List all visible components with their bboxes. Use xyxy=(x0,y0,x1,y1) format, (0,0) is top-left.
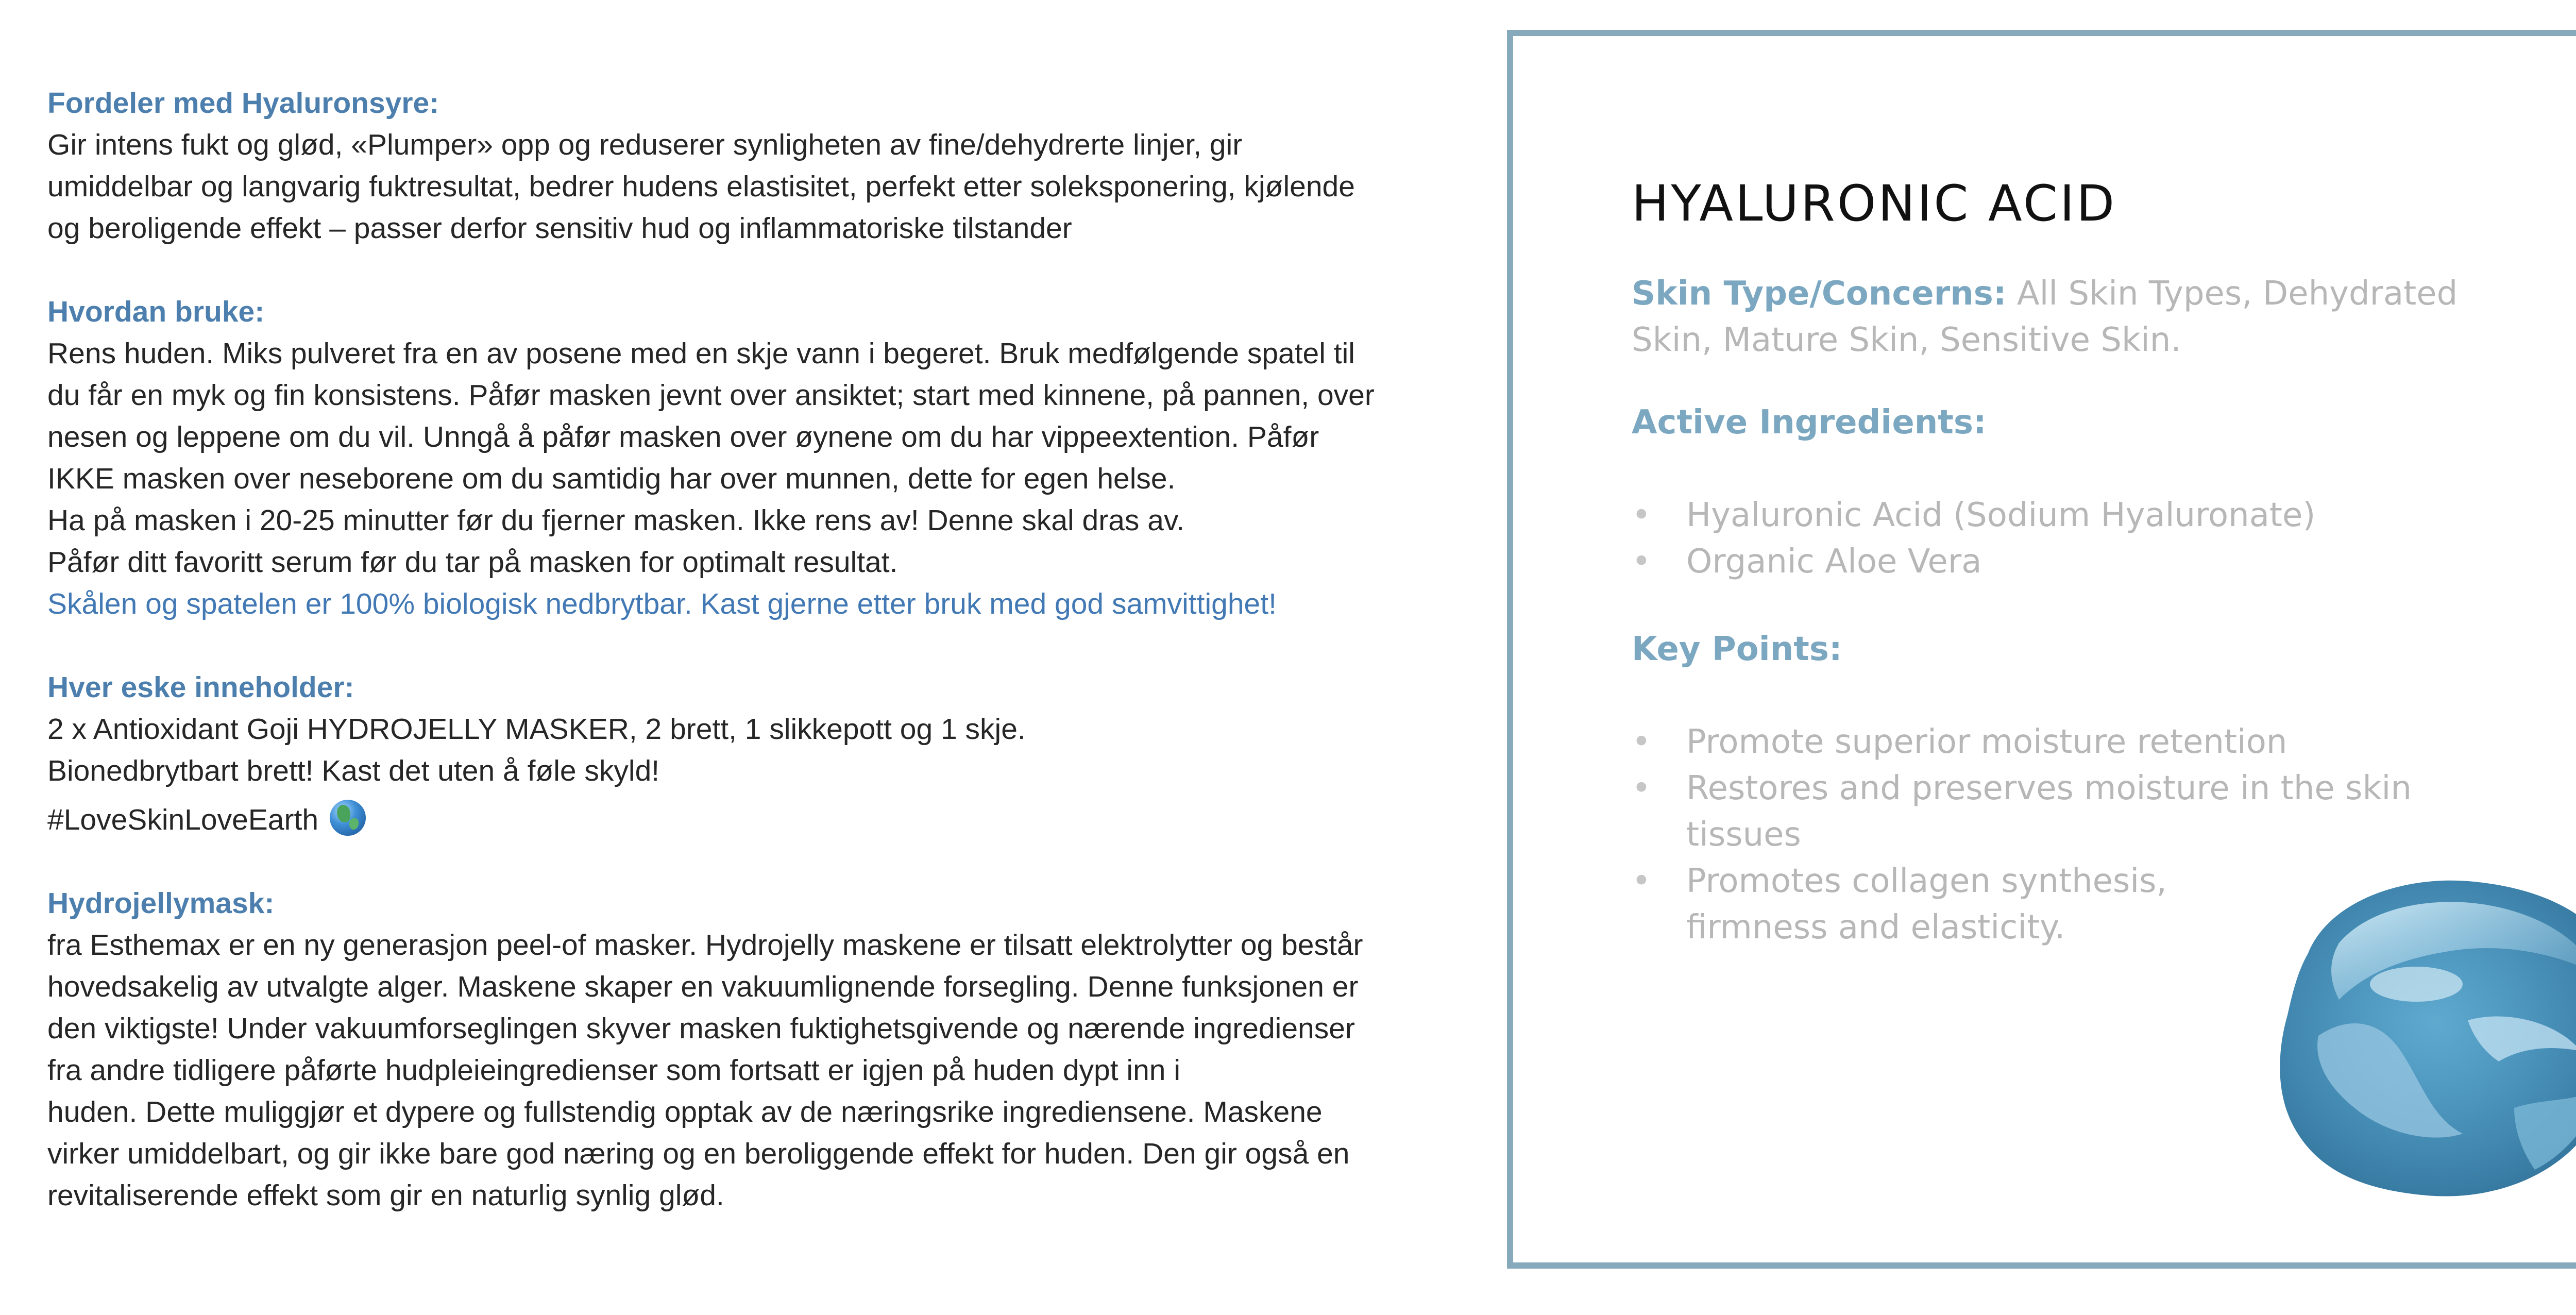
usage-line: IKKE masken over neseborene om du samtidig har over munnen, dette for egen helse. xyxy=(47,462,1176,495)
benefits-section xyxy=(47,82,1480,249)
contents-heading: Hver eske inneholder: xyxy=(47,671,354,704)
usage-section xyxy=(47,291,1480,625)
contents-section xyxy=(47,667,1480,841)
hydrojelly-line: den viktigste! Under vakuumforseglingen skyver masken fuktighetsgivende og nærende ingredienser xyxy=(47,1012,1355,1045)
benefits-line: Gir intens fukt og glød, «Plumper» opp og reduserer synligheten av fine/dehydrerte linjer, gir xyxy=(47,128,1243,161)
hydrojelly-line: huden. Dette muliggjør et dypere og fullstendig opptak av de næringsrike ingrediensene. Maskene xyxy=(47,1095,1323,1128)
usage-line: nesen og leppene om du vil. Unngå å påfør masken over øynene om du har vippeextention. Påfør xyxy=(47,420,1319,453)
list-item xyxy=(1632,719,2482,765)
skin-type-value: All Skin Types, Dehydrated xyxy=(2016,275,2458,313)
active-ingredients-list xyxy=(1632,492,2482,585)
contents-line: 2 x Antioxidant Goji HYDROJELLY MASKER, 2 brett, 1 slikkepott og 1 skje. xyxy=(47,713,1026,746)
hydrojelly-heading: Hydrojellymask: xyxy=(47,887,275,920)
hydrojelly-section xyxy=(47,883,1480,1217)
hydrojelly-line: virker umiddelbart, og gir ikke bare god næring og en beroliggende effekt for huden. Den gir også en xyxy=(47,1137,1350,1170)
usage-heading: Hvordan bruke: xyxy=(47,295,265,328)
blue-gel-swatch-image xyxy=(2246,866,2576,1206)
card-title: HYALURONIC ACID xyxy=(1632,175,2117,232)
product-description xyxy=(47,82,1480,1258)
contents-line: Bionedbrytbart brett! Kast det uten å føle skyld! xyxy=(47,754,660,787)
biodegradable-note: Skålen og spatelen er 100% biologisk nedbrytbar. Kast gjerne etter bruk med god samvittighet! xyxy=(47,587,1277,620)
skin-type-block xyxy=(1632,271,2482,363)
hashtag-text: #LoveSkinLoveEarth xyxy=(47,803,319,836)
hydrojelly-line: revitaliserende effekt som gir en naturlig synlig glød. xyxy=(47,1179,724,1212)
skin-type-label: Skin Type/Concerns: xyxy=(1632,275,2007,313)
usage-line: Rens huden. Miks pulveret fra en av posene med en skje vann i begeret. Bruk medfølgende spatel til xyxy=(47,337,1355,370)
usage-line: Ha på masken i 20-25 minutter før du fjerner masken. Ikke rens av! Denne skal dras av. xyxy=(47,504,1185,537)
hashtag-line xyxy=(47,799,1480,841)
benefits-line: umiddelbar og langvarig fuktresultat, bedrer hudens elastisitet, perfekt etter soleksponering, kjølende xyxy=(47,170,1355,203)
usage-line: du får en myk og fin konsistens. Påfør masken jevnt over ansiktet; start med kinnene, på pannen, over xyxy=(47,379,1375,412)
hydrojelly-line: fra Esthemax er en ny generasjon peel-of masker. Hydrojelly maskene er tilsatt elektrolytter og består xyxy=(47,929,1363,962)
skin-type-value: Skin, Mature Skin, Sensitive Skin. xyxy=(1632,321,2181,359)
benefits-line: og beroligende effekt – passer derfor sensitiv hud og inflammatoriske tilstander xyxy=(47,212,1072,245)
key-point-text: Promotes collagen synthesis, xyxy=(1686,862,2167,900)
list-item xyxy=(1632,765,2482,858)
earth-globe-icon xyxy=(330,800,366,836)
key-points-label: Key Points: xyxy=(1632,630,1842,668)
list-item: • Hyaluronic Acid (Sodium Hyaluronate) xyxy=(1632,492,2482,538)
hydrojelly-line: hovedsakelig av utvalgte alger. Maskene skaper en vakuumlignende forsegling. Denne funksjonen er xyxy=(47,970,1359,1003)
list-item: • Organic Aloe Vera xyxy=(1632,538,2482,585)
usage-line: Påfør ditt favoritt serum før du tar på masken for optimalt resultat. xyxy=(47,546,898,579)
key-point-text: Promote superior moisture retention xyxy=(1686,723,2287,761)
key-point-text: tissues xyxy=(1686,816,1801,854)
key-point-text: firmness and elasticity. xyxy=(1686,908,2065,947)
benefits-heading: Fordeler med Hyaluronsyre: xyxy=(47,87,439,120)
hydrojelly-line: fra andre tidligere påførte hudpleieingredienser som fortsatt er igjen på huden dypt inn i xyxy=(47,1054,1180,1087)
key-point-text: Restores and preserves moisture in the skin xyxy=(1686,769,2412,807)
active-ingredients-label: Active Ingredients: xyxy=(1632,403,1987,442)
